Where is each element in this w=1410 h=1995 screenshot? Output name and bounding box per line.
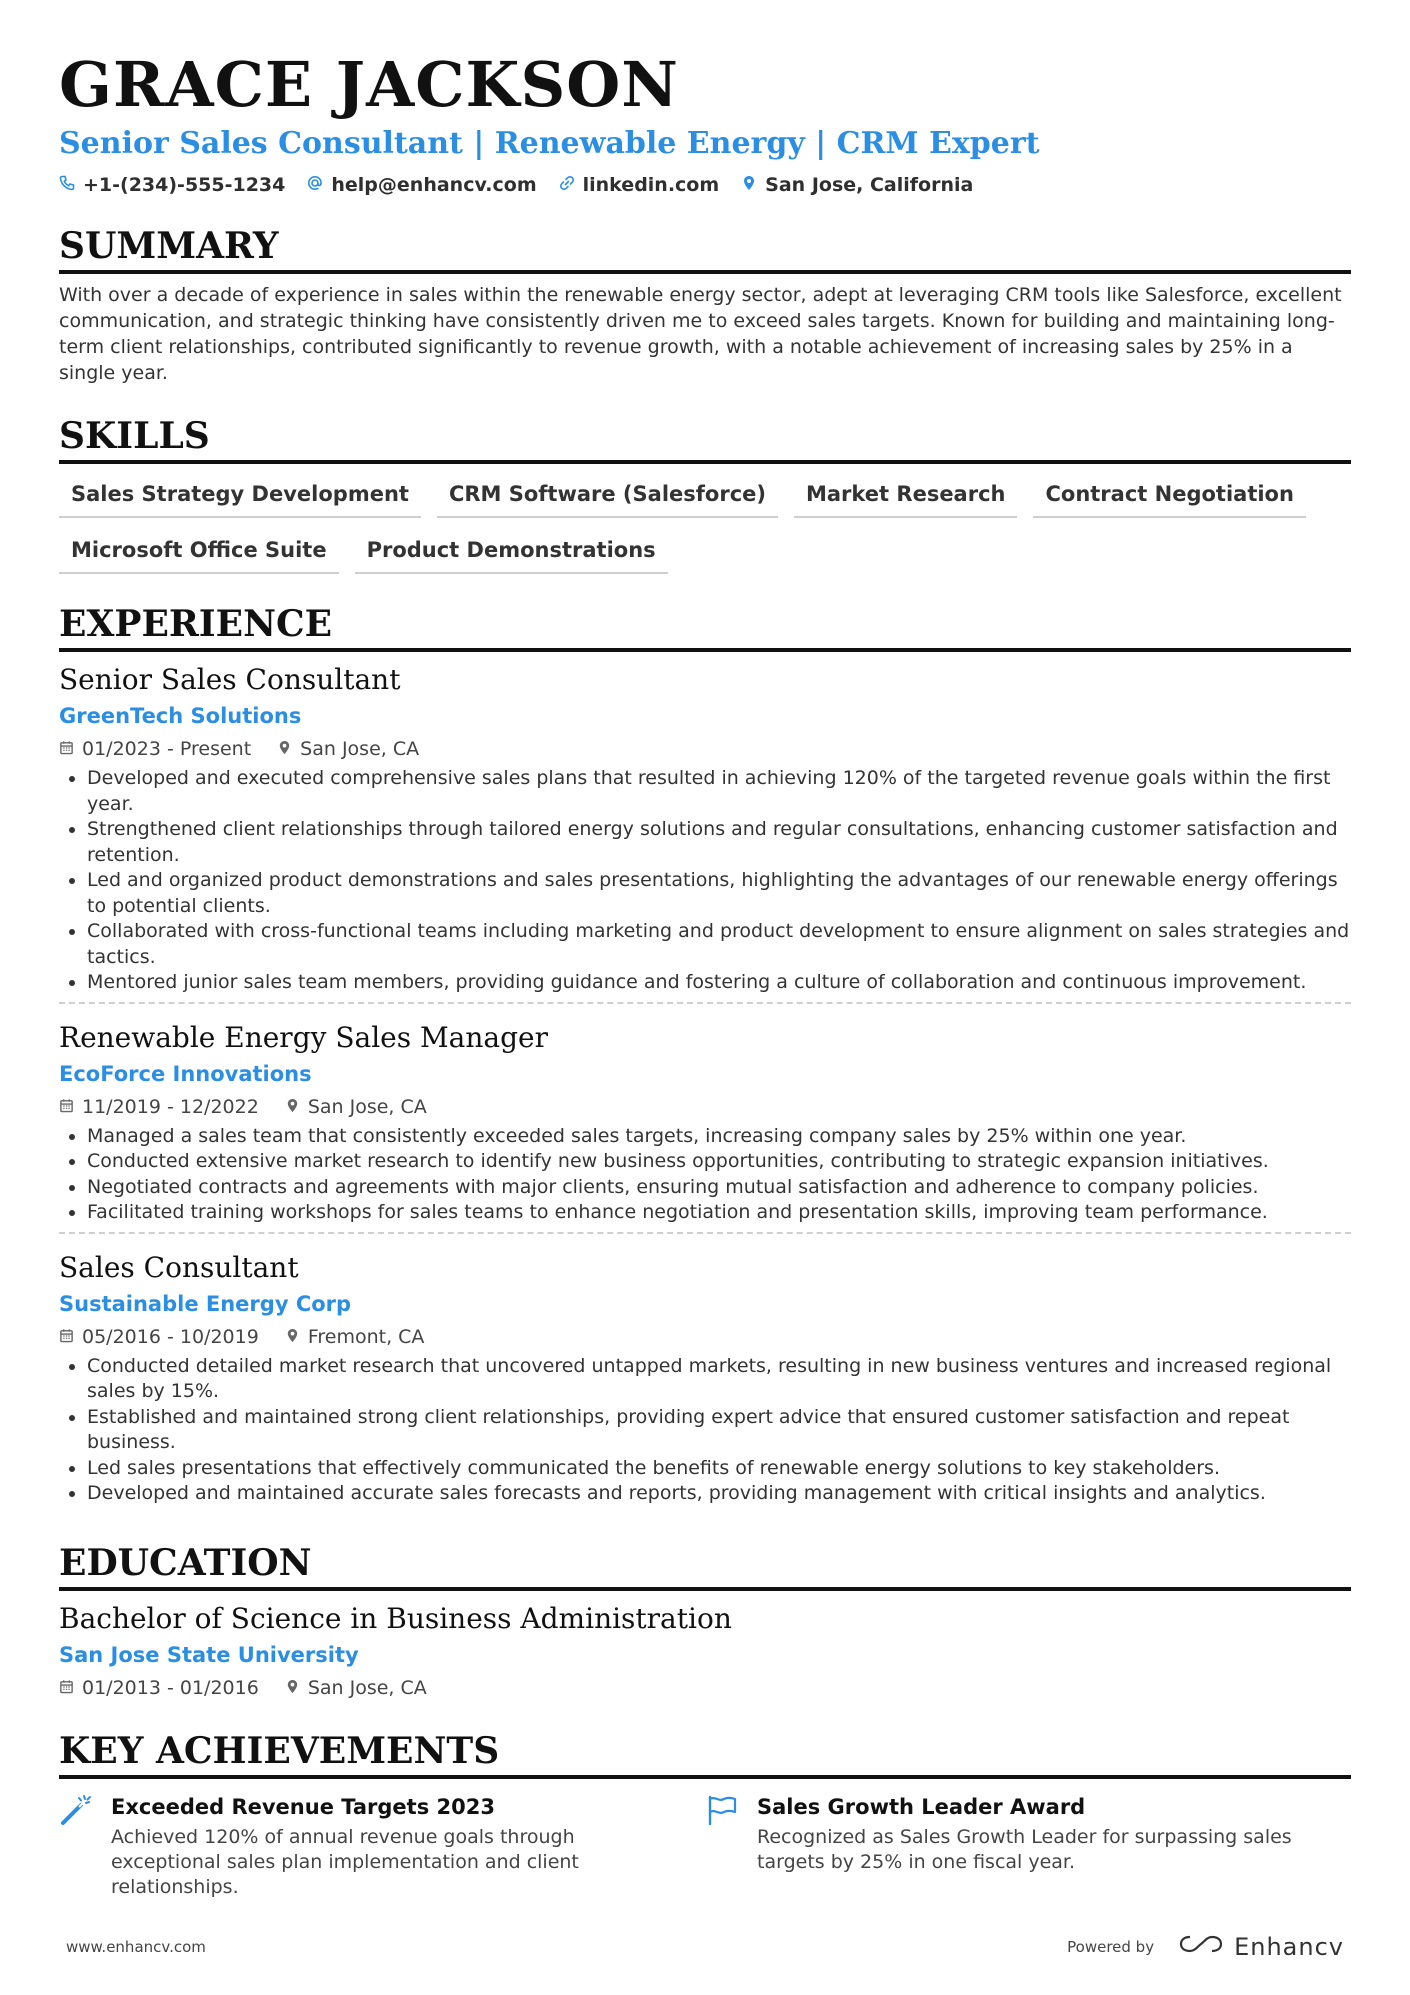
job-dates bbox=[59, 736, 251, 762]
job-title: Renewable Energy Sales Manager bbox=[59, 1020, 548, 1054]
achievements-list bbox=[59, 1793, 1351, 1900]
infinity-logo-icon bbox=[1178, 1933, 1224, 1961]
experience-entry bbox=[59, 1232, 1351, 1513]
dates-text: 11/2019 - 12/2022 bbox=[82, 1095, 259, 1118]
education-heading: EDUCATION bbox=[59, 1541, 1351, 1591]
contact-email[interactable] bbox=[307, 174, 536, 196]
achievement-description: Recognized as Sales Growth Leader for surpassing sales targets by 25% in one fiscal year. bbox=[757, 1825, 1292, 1873]
bullet-item: • Led and organized product demonstrations and sales presentations, highlighting the advantages of our renewable energy offerings to potential clients. bbox=[87, 868, 1351, 919]
job-meta bbox=[59, 1094, 1351, 1120]
job-meta bbox=[59, 736, 1351, 762]
phone-icon bbox=[59, 174, 75, 196]
skill-tag: Contract Negotiation bbox=[1033, 478, 1305, 518]
location-pin-icon bbox=[285, 1094, 300, 1120]
footer-website[interactable]: www.enhancv.com bbox=[66, 1938, 206, 1956]
location-pin-icon bbox=[277, 736, 292, 762]
skill-tag: CRM Software (Salesforce) bbox=[437, 478, 778, 518]
phone-text: +1-(234)-555-1234 bbox=[83, 174, 286, 196]
achievement-description: Achieved 120% of annual revenue goals through exceptional sales plan implementation and client relationships. bbox=[111, 1825, 579, 1898]
job-title: Sales Consultant bbox=[59, 1250, 299, 1284]
summary-heading: SUMMARY bbox=[59, 224, 1351, 274]
bullet-item: • Collaborated with cross-functional teams including marketing and product development to ensure alignment on sales strategies and tactics. bbox=[87, 919, 1351, 970]
magic-wand-icon bbox=[59, 1793, 93, 1900]
contact-linkedin[interactable] bbox=[559, 174, 720, 196]
job-location bbox=[285, 1324, 425, 1350]
bullet-item: • Led sales presentations that effectively communicated the benefits of renewable energy solutions to key stakeholders. bbox=[87, 1456, 1351, 1482]
bullet-item: • Managed a sales team that consistently exceeded sales targets, increasing company sales by 25% within one year. bbox=[87, 1124, 1351, 1150]
calendar-icon bbox=[59, 1675, 74, 1701]
job-dates bbox=[59, 1094, 259, 1120]
contact-phone[interactable] bbox=[59, 174, 285, 196]
skills-heading: SKILLS bbox=[59, 414, 1351, 464]
dates-text: 05/2016 - 10/2019 bbox=[82, 1325, 259, 1348]
bullet-item: • Mentored junior sales team members, providing guidance and fostering a culture of collaboration and continuous improvement. bbox=[87, 970, 1351, 996]
job-location bbox=[277, 736, 419, 762]
experience-entry bbox=[59, 1002, 1351, 1232]
headline: Senior Sales Consultant | Renewable Energy | CRM Expert bbox=[59, 126, 1040, 161]
skill-tag: Product Demonstrations bbox=[355, 534, 668, 574]
calendar-icon bbox=[59, 736, 74, 762]
job-location bbox=[285, 1094, 427, 1120]
skill-tag: Microsoft Office Suite bbox=[59, 534, 339, 574]
education-meta bbox=[59, 1675, 1351, 1701]
education-entry bbox=[59, 1601, 1351, 1707]
achievement-item bbox=[705, 1793, 1351, 1900]
achievements-heading: KEY ACHIEVEMENTS bbox=[59, 1729, 1351, 1779]
job-bullets bbox=[59, 1124, 1351, 1226]
education-dates bbox=[59, 1675, 259, 1701]
location-text: San Jose, CA bbox=[307, 1095, 427, 1118]
achievement-title: Exceeded Revenue Targets 2023 bbox=[111, 1794, 495, 1819]
job-meta bbox=[59, 1324, 1351, 1350]
company-name: EcoForce Innovations bbox=[59, 1061, 312, 1086]
location-pin-icon bbox=[285, 1675, 300, 1701]
experience-entry bbox=[59, 662, 1351, 1002]
dates-text: 01/2023 - Present bbox=[82, 738, 252, 760]
experience-heading: EXPERIENCE bbox=[59, 602, 1351, 652]
email-text: help@enhancv.com bbox=[331, 174, 537, 196]
degree-title: Bachelor of Science in Business Administration bbox=[59, 1601, 732, 1635]
location-text: San Jose, CA bbox=[300, 738, 420, 760]
education-location bbox=[285, 1675, 427, 1701]
bullet-item: • Strengthened client relationships through tailored energy solutions and regular consultations, enhancing customer satisfaction and retention. bbox=[87, 817, 1351, 868]
bullet-item: • Conducted detailed market research that uncovered untapped markets, resulting in new business ventures and increased regional sales by 15%. bbox=[87, 1354, 1351, 1405]
dates-text: 01/2013 - 01/2016 bbox=[82, 1676, 259, 1699]
achievement-title: Sales Growth Leader Award bbox=[757, 1794, 1086, 1819]
job-bullets bbox=[59, 766, 1351, 996]
flag-icon bbox=[705, 1793, 739, 1900]
bullet-item: • Developed and executed comprehensive sales plans that resulted in achieving 120% of the targeted revenue goals within the first year. bbox=[87, 766, 1351, 817]
job-dates bbox=[59, 1324, 259, 1350]
powered-by-label: Powered by bbox=[1067, 1938, 1155, 1956]
contact-bar bbox=[59, 174, 1351, 196]
calendar-icon bbox=[59, 1324, 74, 1350]
location-pin-icon bbox=[741, 174, 757, 196]
calendar-icon bbox=[59, 1094, 74, 1120]
bullet-item: • Negotiated contracts and agreements with major clients, ensuring mutual satisfaction and adherence to company policies. bbox=[87, 1175, 1351, 1201]
linkedin-text: linkedin.com bbox=[582, 174, 720, 196]
contact-location bbox=[741, 174, 973, 196]
candidate-name: GRACE JACKSON bbox=[59, 48, 679, 121]
skills-list bbox=[59, 478, 1351, 574]
page-footer bbox=[66, 1933, 1344, 1961]
at-icon bbox=[307, 174, 323, 196]
brand-name: Enhancv bbox=[1234, 1933, 1344, 1961]
location-text: San Jose, CA bbox=[307, 1676, 427, 1699]
brand-logo[interactable] bbox=[1178, 1933, 1344, 1961]
location-text: Fremont, CA bbox=[307, 1325, 425, 1348]
bullet-item: • Conducted extensive market research to identify new business opportunities, contributing to strategic expansion initiatives. bbox=[87, 1149, 1351, 1175]
skill-tag: Sales Strategy Development bbox=[59, 478, 421, 518]
bullet-item: • Established and maintained strong client relationships, providing expert advice that ensured customer satisfaction and repeat business. bbox=[87, 1405, 1351, 1456]
company-name: GreenTech Solutions bbox=[59, 704, 302, 728]
location-text: San Jose, California bbox=[765, 174, 974, 196]
skill-tag: Market Research bbox=[794, 478, 1018, 518]
bullet-item: • Developed and maintained accurate sales forecasts and reports, providing management with critical insights and analytics. bbox=[87, 1481, 1351, 1507]
company-name: Sustainable Energy Corp bbox=[59, 1291, 352, 1316]
summary-text: With over a decade of experience in sales within the renewable energy sector, adept at leveraging CRM tools like Salesforce, excellent communication, and strategic thinking have consistently driven me to exceed sales targets. Known for building and maintaining long-term client relationships, contributed significantly to revenue growth, with a notable achievement of increasing sales by 25% in a single year. bbox=[59, 284, 1342, 384]
job-bullets bbox=[59, 1354, 1351, 1507]
job-title: Senior Sales Consultant bbox=[59, 663, 401, 696]
school-name: San Jose State University bbox=[59, 1642, 359, 1667]
location-pin-icon bbox=[285, 1324, 300, 1350]
link-icon bbox=[559, 174, 575, 196]
achievement-item bbox=[59, 1793, 705, 1900]
bullet-item: • Facilitated training workshops for sales teams to enhance negotiation and presentation skills, improving team performance. bbox=[87, 1200, 1351, 1226]
powered-by bbox=[1067, 1933, 1344, 1961]
